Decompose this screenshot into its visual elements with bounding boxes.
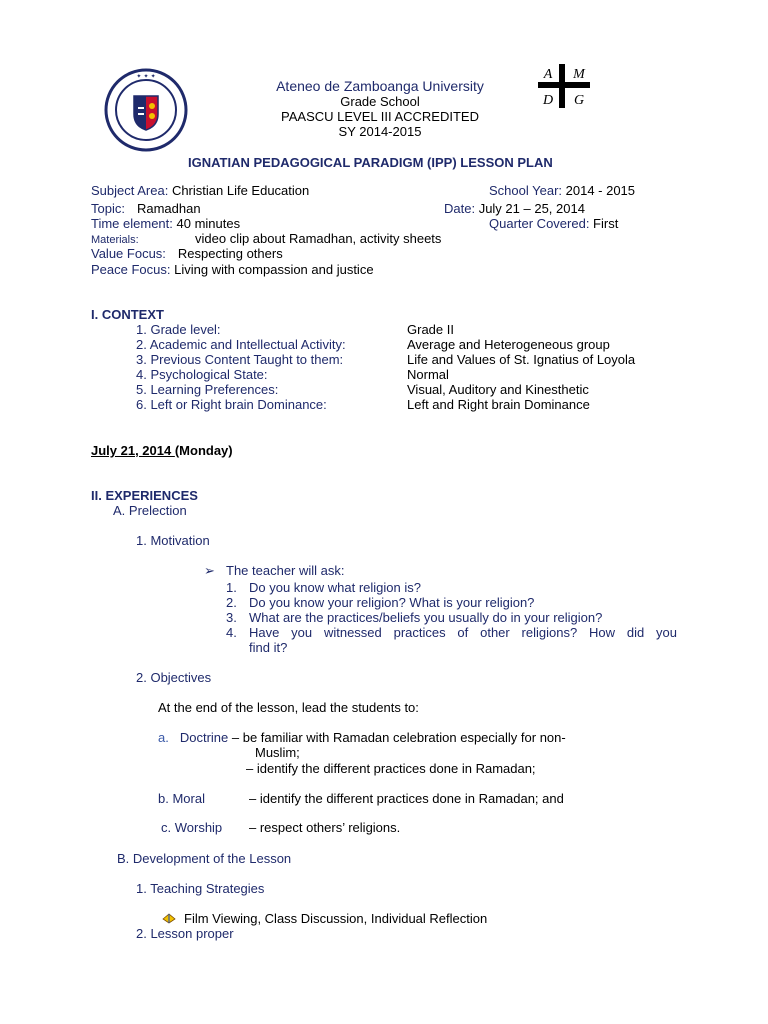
context-value: Average and Heterogeneous group xyxy=(407,337,610,352)
teacher-ask-text: The teacher will ask: xyxy=(226,563,345,578)
doctrine-objective-second: – identify the different practices done in Ramadan; xyxy=(246,761,536,776)
worship-label: c. Worship xyxy=(161,820,223,835)
development-heading: B. Development of the Lesson xyxy=(117,851,292,866)
subject-area-row: Subject Area: Christian Life Education xyxy=(91,183,310,198)
context-value: Grade II xyxy=(407,322,454,337)
school-year-header: SY 2014-2015 xyxy=(338,124,422,139)
context-label: 2. Academic and Intellectual Activity: xyxy=(136,337,346,352)
teaching-strategies-list: Film Viewing, Class Discussion, Individual Reflection xyxy=(184,911,488,926)
objectives-intro: At the end of the lesson, lead the students to: xyxy=(158,700,419,715)
lesson-day-heading: July 21, 2014 (Monday) xyxy=(91,443,233,458)
value-focus-row: Value Focus: Respecting others xyxy=(91,246,283,261)
question-text-continued: find it? xyxy=(249,640,288,655)
university-name: Ateneo de Zamboanga University xyxy=(276,78,484,94)
diamond-bullet-icon xyxy=(162,912,176,924)
worship-objective: – respect others’ religions. xyxy=(249,820,401,835)
motivation-heading: 1. Motivation xyxy=(136,533,210,548)
question-number: 3. xyxy=(226,610,237,625)
teaching-strategies-heading: 1. Teaching Strategies xyxy=(136,881,265,896)
peace-focus-row: Peace Focus: Living with compassion and justice xyxy=(91,262,374,277)
amdg-letter-d: D xyxy=(542,93,554,108)
context-label: 6. Left or Right brain Dominance: xyxy=(136,397,327,412)
context-label: 4. Psychological State: xyxy=(136,367,268,382)
moral-label: b. Moral xyxy=(158,791,205,806)
experiences-heading: II. EXPERIENCES xyxy=(91,488,198,503)
topic-row: Topic: Ramadhan xyxy=(91,201,201,216)
question-text: Have you witnessed practices of other religions? How did you xyxy=(249,625,677,640)
prelection-heading: A. Prelection xyxy=(113,503,187,518)
question-text: What are the practices/beliefs you usually do in your religion? xyxy=(249,610,603,625)
school-year-row: School Year: 2014 - 2015 xyxy=(489,183,636,198)
materials-row: Materials: video clip about Ramadhan, activity sheets xyxy=(91,231,442,246)
question-text: Do you know your religion? What is your religion? xyxy=(249,595,535,610)
quarter-row: Quarter Covered: First xyxy=(489,216,619,231)
context-value: Left and Right brain Dominance xyxy=(407,397,590,412)
date-row: Date: July 21 – 25, 2014 xyxy=(444,201,585,216)
context-heading: I. CONTEXT xyxy=(91,307,164,322)
context-value: Normal xyxy=(407,367,449,382)
question-text: Do you know what religion is? xyxy=(249,580,421,595)
amdg-cross-logo xyxy=(534,62,594,110)
lesson-proper-heading: 2. Lesson proper xyxy=(136,926,234,941)
question-number: 2. xyxy=(226,595,237,610)
amdg-letter-a: A xyxy=(543,67,553,82)
arrow-bullet-icon: ➢ xyxy=(204,563,215,578)
question-number: 4. xyxy=(226,625,237,640)
context-label: 1. Grade level: xyxy=(136,322,221,337)
question-number: 1. xyxy=(226,580,237,595)
time-element-row: Time element: 40 minutes xyxy=(91,216,241,231)
page-title: IGNATIAN PEDAGOGICAL PARADIGM (IPP) LESSON PLAN xyxy=(188,155,553,170)
moral-objective: – identify the different practices done in Ramadan; and xyxy=(249,791,564,806)
doctrine-objective: a. Doctrine – be familiar with Ramadan celebration especially for non- xyxy=(158,730,566,745)
university-seal-logo xyxy=(104,68,188,152)
context-value: Life and Values of St. Ignatius of Loyola xyxy=(407,352,636,367)
school-name: Grade School xyxy=(340,94,420,109)
context-value: Visual, Auditory and Kinesthetic xyxy=(407,382,589,397)
objectives-heading: 2. Objectives xyxy=(136,670,212,685)
context-label: 3. Previous Content Taught to them: xyxy=(136,352,344,367)
amdg-letter-g: G xyxy=(573,93,585,108)
context-label: 5. Learning Preferences: xyxy=(136,382,279,397)
doctrine-objective-continued: Muslim; xyxy=(255,745,300,760)
svg-text:✦ ✦ ✦: ✦ ✦ ✦ xyxy=(136,73,156,80)
accreditation-text: PAASCU LEVEL III ACCREDITED xyxy=(281,109,479,124)
amdg-letter-m: M xyxy=(573,67,585,82)
